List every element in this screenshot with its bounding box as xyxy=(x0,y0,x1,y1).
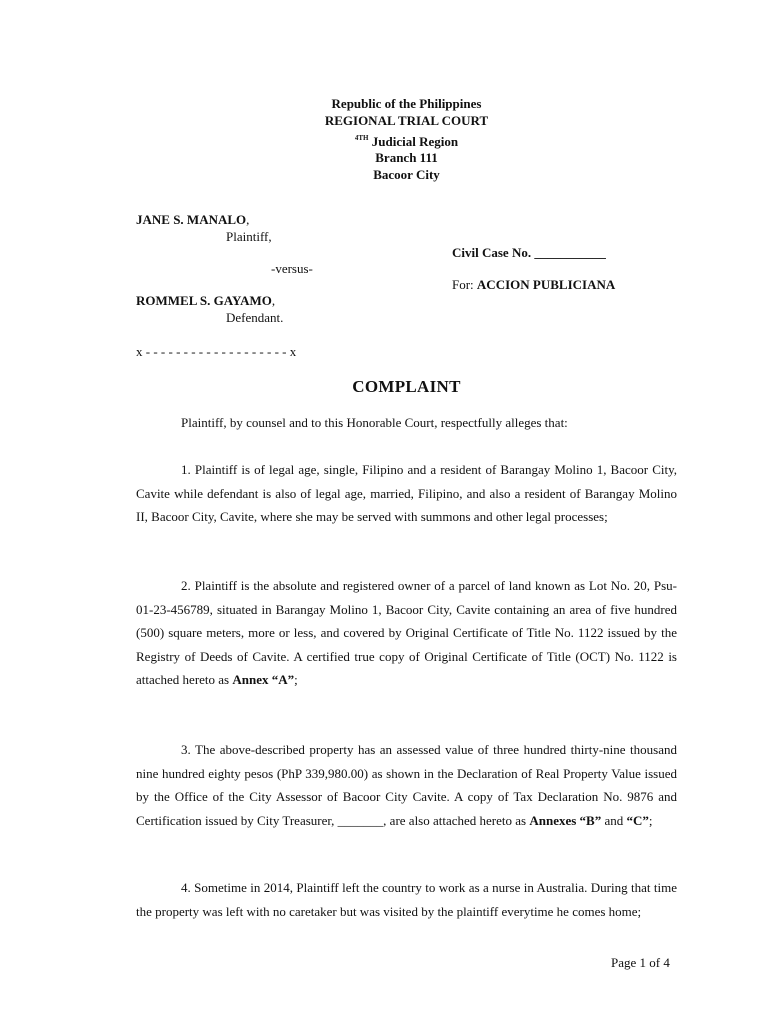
paragraph-1 xyxy=(136,458,677,529)
court-header xyxy=(0,96,768,184)
header-republic: Republic of the Philippines xyxy=(331,96,482,111)
intro-line: Plaintiff, by counsel and to this Honorable Court, respectfully alleges that: xyxy=(181,415,568,430)
paragraph-2-text: 2. Plaintiff is the absolute and registered owner of a parcel of land known as Lot No. 20, Psu-01-23-456789, situated in Barangay Molino 1, Bacoor City, Cavite containing an area of five hundred (500) square meters, more or less, and covered by Original Certificate of Title No. 1122 issued by the Registry of Deeds of Cavite. A certified true copy of Original Certificate of Title (OCT) No. 1122 is attached hereto as xyxy=(136,578,677,688)
defendant-role: Defendant. xyxy=(226,310,284,325)
annex-b-ref: Annexes “B” xyxy=(529,812,602,828)
page-number: Page 1 of 4 xyxy=(611,955,670,970)
paragraph-3-end: ; xyxy=(648,812,653,828)
paragraph-2-end: ; xyxy=(294,672,298,688)
for-label: For: xyxy=(452,277,477,292)
paragraph-1-text: 1. Plaintiff is of legal age, single, Filipino and a resident of Barangay Molino 1, Bacoor City, Cavite while defendant is also of legal age, married, Filipino, and also a resident of Barangay Molino II, Bacoor City, Cavite, where she may be served with summons and other legal processes; xyxy=(136,462,677,525)
for-value: ACCION PUBLICIANA xyxy=(476,277,616,292)
paragraph-4 xyxy=(136,876,677,923)
header-region xyxy=(0,130,768,151)
plaintiff-comma: , xyxy=(246,212,250,227)
plaintiff-role: Plaintiff, xyxy=(226,229,272,244)
paragraph-4-text: 4. Sometime in 2014, Plaintiff left the country to work as a nurse in Australia. During that time the property was left with no caretaker but was visited by the plaintiff everytime he comes home; xyxy=(136,880,677,919)
header-city: Bacoor City xyxy=(373,167,440,183)
paragraph-3-and: and xyxy=(601,812,627,828)
header-court: REGIONAL TRIAL COURT xyxy=(324,112,489,128)
versus-label: -versus- xyxy=(271,261,313,276)
caption-separator: x - - - - - - - - - - - - - - - - - - - x xyxy=(136,344,297,359)
paragraph-3 xyxy=(136,738,677,832)
defendant-name-line xyxy=(136,293,275,309)
for-line xyxy=(452,277,615,293)
defendant-comma: , xyxy=(271,293,276,308)
paragraph-3-body xyxy=(136,738,677,832)
paragraph-2-body xyxy=(136,574,677,692)
plaintiff-name: JANE S. MANALO xyxy=(136,212,247,227)
header-region-text: Judicial Region xyxy=(368,133,459,149)
annex-c-ref: “C” xyxy=(626,812,649,828)
document-title: COMPLAINT xyxy=(352,377,461,396)
paragraph-2 xyxy=(136,574,677,692)
paragraph-3-text: 3. The above-described property has an assessed value of three hundred thirty-nine thousand nine hundred eighty pesos (PhP 339,980.00) as shown in the Declaration of Real Property Value issued by the Office of the City Assessor of Bacoor City Cavite. A copy of Tax Declaration No. 9876 and Certification issued by City Treasurer, _______, are also attached hereto as xyxy=(136,742,677,828)
annex-a-ref: Annex “A” xyxy=(232,672,295,688)
header-branch: Branch 111 xyxy=(375,150,438,166)
defendant-name: ROMMEL S. GAYAMO xyxy=(136,293,272,308)
header-region-sup: 4TH xyxy=(354,133,369,142)
plaintiff-name-line xyxy=(136,212,249,228)
civil-case-label: Civil Case No. ___________ xyxy=(452,245,606,260)
